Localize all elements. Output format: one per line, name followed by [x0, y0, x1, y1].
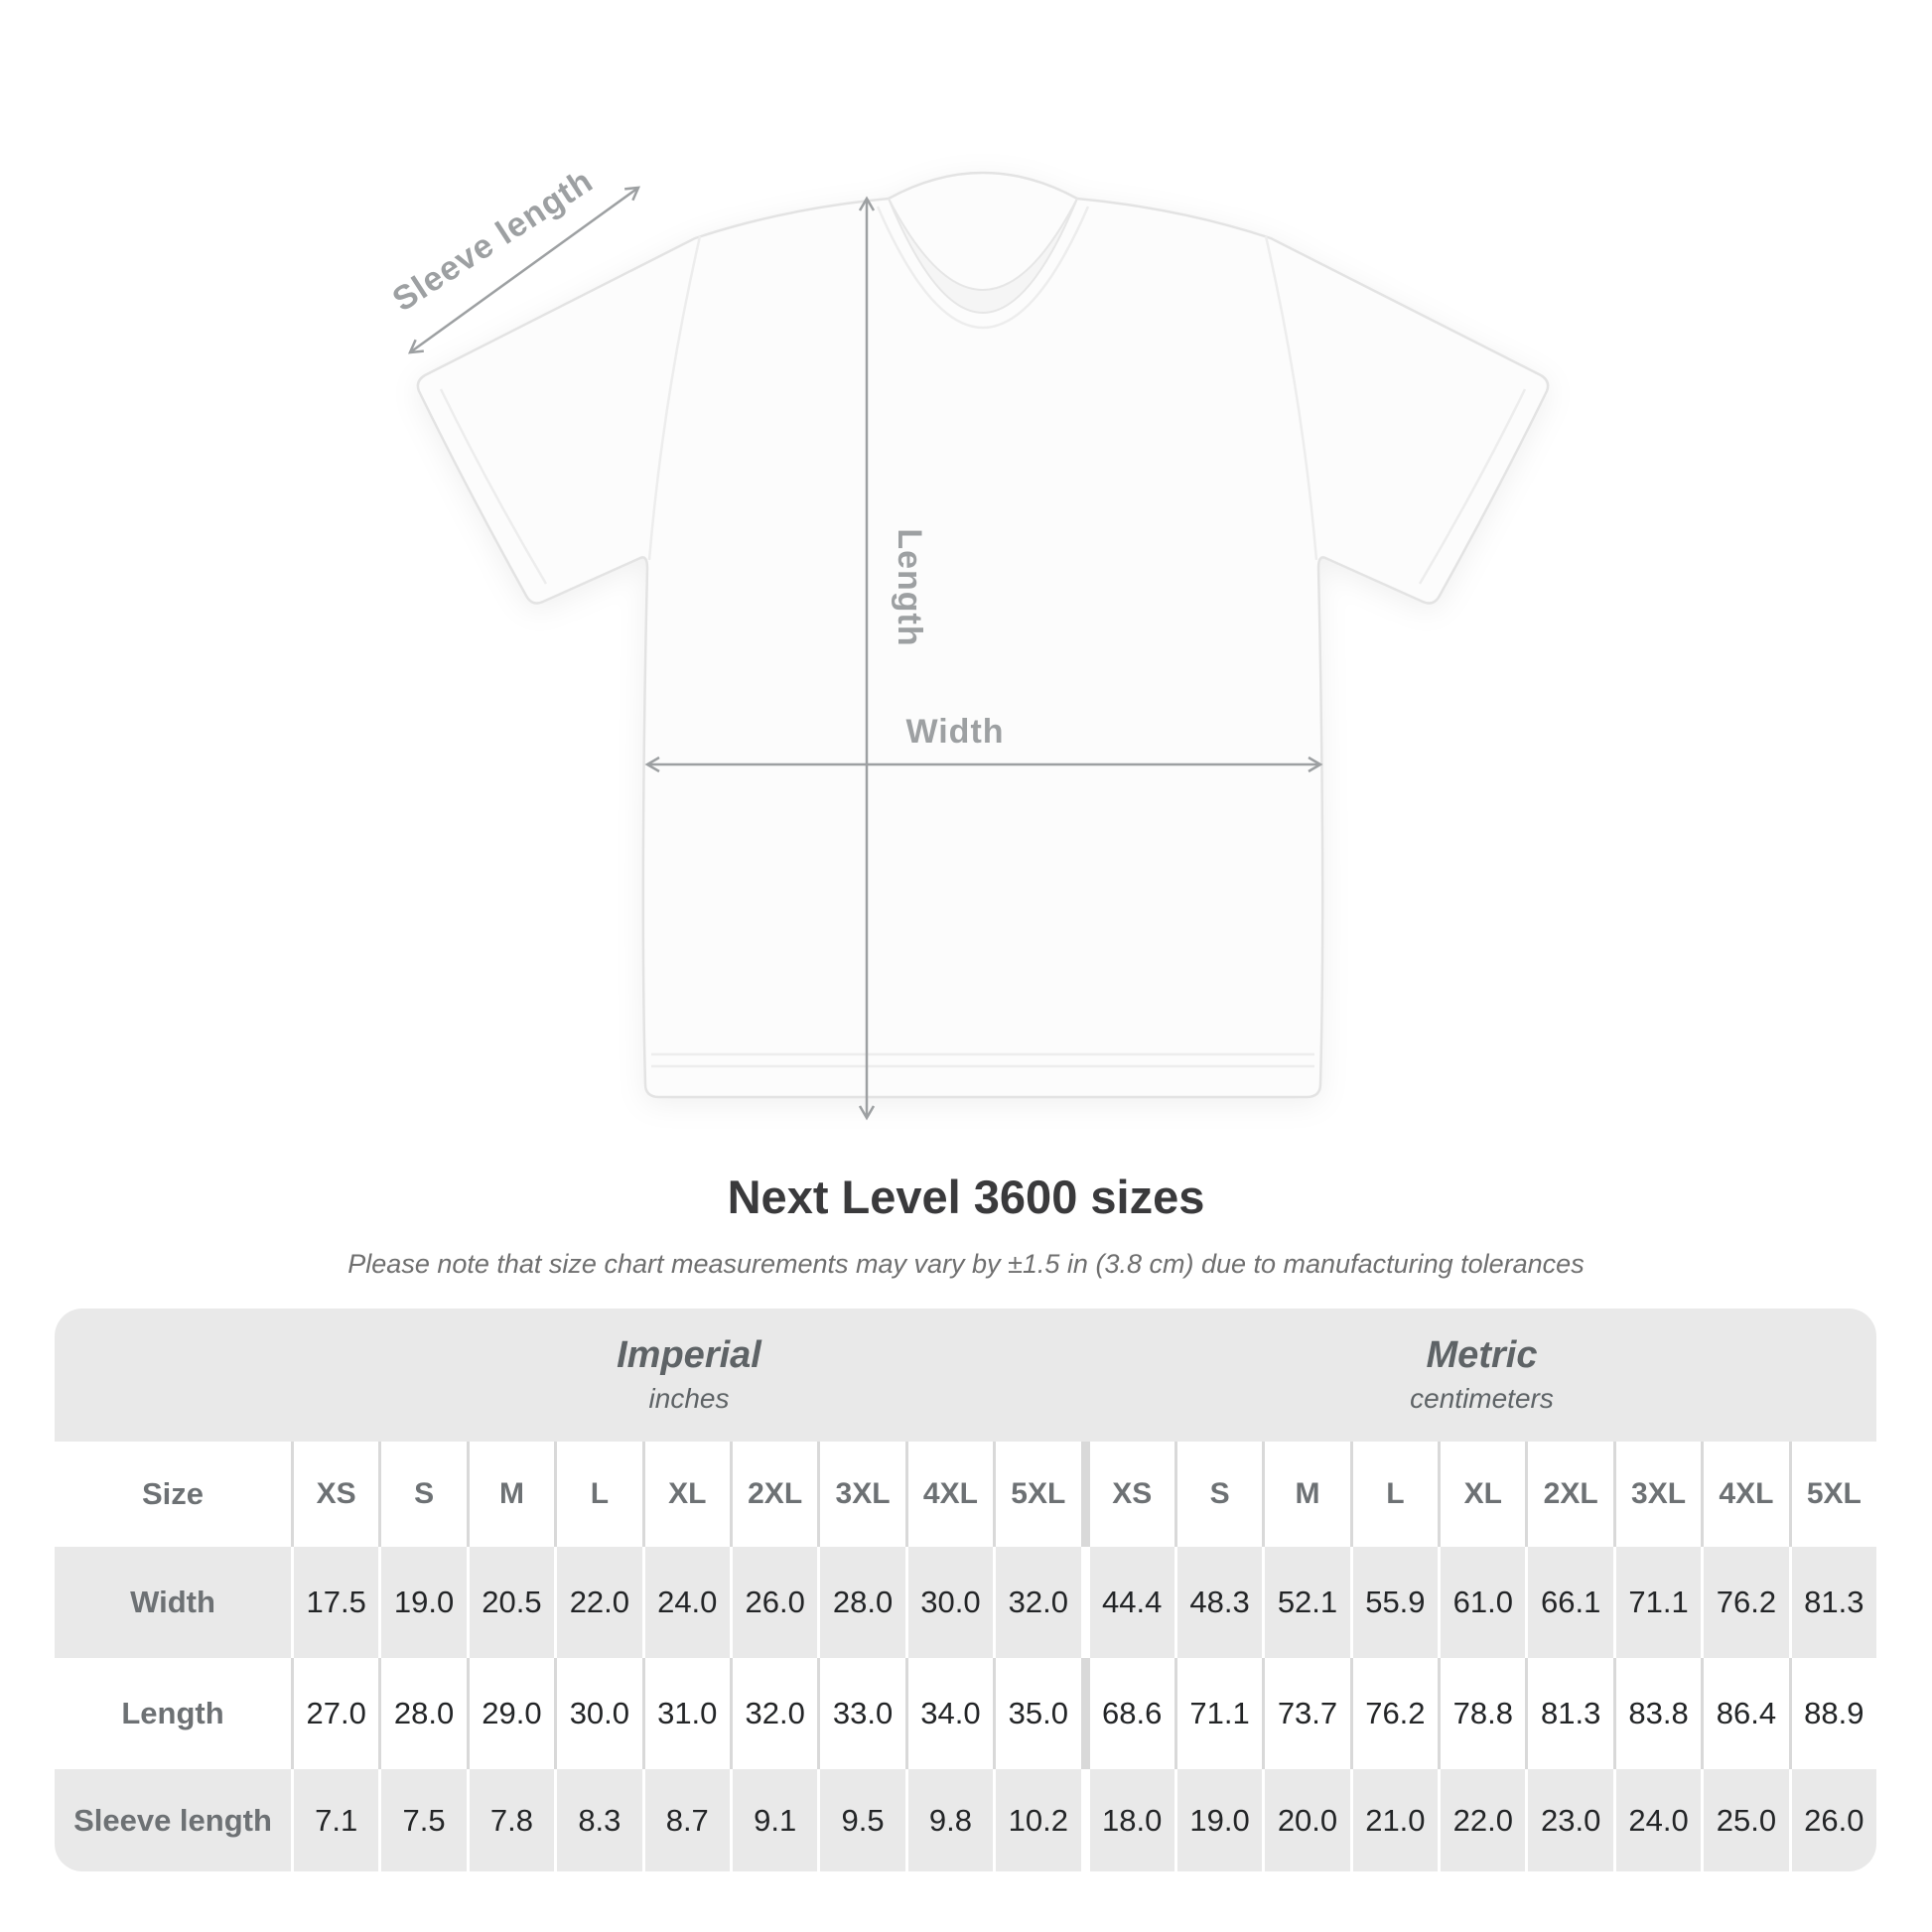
measurement-row-sleeve-length: [55, 1769, 1876, 1871]
metric-title: Metric: [1426, 1334, 1538, 1377]
metric-value-cell: 88.9: [1789, 1658, 1876, 1769]
metric-value-cell: 21.0: [1350, 1769, 1438, 1871]
metric-value-cell: 55.9: [1350, 1547, 1438, 1658]
size-header-metric-xl: XL: [1438, 1442, 1525, 1547]
size-header-imperial-xl: XL: [642, 1442, 730, 1547]
size-header-imperial-m: M: [467, 1442, 554, 1547]
imperial-value-cell: 32.0: [730, 1658, 817, 1769]
imperial-value-cell: 7.8: [467, 1769, 554, 1871]
tolerance-note: Please note that size chart measurements may vary by ±1.5 in (3.8 cm) due to manufacturing tolerances: [347, 1249, 1585, 1279]
metric-value-cell: 78.8: [1438, 1658, 1525, 1769]
imperial-value-cell: 31.0: [642, 1658, 730, 1769]
imperial-value-cell: 10.2: [993, 1769, 1080, 1871]
imperial-unit: inches: [648, 1383, 730, 1415]
size-header-metric-3xl: 3XL: [1613, 1442, 1701, 1547]
measurement-row-length: [55, 1658, 1876, 1769]
width-label: Width: [905, 713, 1005, 751]
metric-group-header: [1087, 1309, 1876, 1442]
length-label: Length: [891, 528, 928, 647]
imperial-value-cell: 35.0: [993, 1658, 1080, 1769]
size-header-imperial-s: S: [378, 1442, 466, 1547]
tshirt-diagram: [338, 79, 1648, 1191]
size-header-imperial-2xl: 2XL: [730, 1442, 817, 1547]
imperial-value-cell: 7.1: [291, 1769, 378, 1871]
metric-value-cell: 18.0: [1081, 1769, 1174, 1871]
metric-value-cell: 20.0: [1262, 1769, 1349, 1871]
table-header-row: [55, 1442, 1876, 1547]
imperial-value-cell: 27.0: [291, 1658, 378, 1769]
size-header-metric-5xl: 5XL: [1789, 1442, 1876, 1547]
imperial-value-cell: 29.0: [467, 1658, 554, 1769]
imperial-value-cell: 20.5: [467, 1547, 554, 1658]
size-header-metric-4xl: 4XL: [1701, 1442, 1788, 1547]
imperial-value-cell: 9.1: [730, 1769, 817, 1871]
imperial-value-cell: 7.5: [378, 1769, 466, 1871]
imperial-value-cell: 28.0: [378, 1658, 466, 1769]
metric-value-cell: 22.0: [1438, 1769, 1525, 1871]
metric-value-cell: 81.3: [1789, 1547, 1876, 1658]
imperial-value-cell: 28.0: [817, 1547, 904, 1658]
imperial-value-cell: 34.0: [905, 1658, 993, 1769]
metric-value-cell: 81.3: [1525, 1658, 1612, 1769]
metric-value-cell: 73.7: [1262, 1658, 1349, 1769]
metric-value-cell: 26.0: [1789, 1769, 1876, 1871]
metric-value-cell: 76.2: [1350, 1658, 1438, 1769]
size-header-metric-2xl: 2XL: [1525, 1442, 1612, 1547]
metric-value-cell: 25.0: [1701, 1769, 1788, 1871]
metric-value-cell: 76.2: [1701, 1547, 1788, 1658]
metric-value-cell: 71.1: [1613, 1547, 1701, 1658]
row-label: Width: [130, 1585, 215, 1619]
unit-group-band: [55, 1309, 1876, 1442]
imperial-value-cell: 26.0: [730, 1547, 817, 1658]
size-header-metric-m: M: [1262, 1442, 1349, 1547]
page-title: Next Level 3600 sizes: [727, 1171, 1205, 1223]
imperial-value-cell: 33.0: [817, 1658, 904, 1769]
metric-value-cell: 52.1: [1262, 1547, 1349, 1658]
row-label: Length: [121, 1696, 224, 1730]
imperial-value-cell: 8.7: [642, 1769, 730, 1871]
metric-value-cell: 86.4: [1701, 1658, 1788, 1769]
metric-value-cell: 71.1: [1174, 1658, 1262, 1769]
metric-value-cell: 83.8: [1613, 1658, 1701, 1769]
size-header-imperial-xs: XS: [291, 1442, 378, 1547]
size-header-imperial-l: L: [554, 1442, 641, 1547]
imperial-title: Imperial: [617, 1334, 761, 1377]
metric-value-cell: 66.1: [1525, 1547, 1612, 1658]
size-header-metric-xs: XS: [1081, 1442, 1174, 1547]
imperial-value-cell: 24.0: [642, 1547, 730, 1658]
row-label: Sleeve length: [73, 1802, 272, 1838]
size-chart-panel: [55, 1309, 1876, 1871]
size-header-metric-s: S: [1174, 1442, 1262, 1547]
imperial-group-header: [291, 1309, 1087, 1442]
size-header-metric-l: L: [1350, 1442, 1438, 1547]
metric-value-cell: 24.0: [1613, 1769, 1701, 1871]
metric-value-cell: 19.0: [1174, 1769, 1262, 1871]
imperial-value-cell: 32.0: [993, 1547, 1080, 1658]
size-header-imperial-5xl: 5XL: [993, 1442, 1080, 1547]
size-header-imperial-3xl: 3XL: [817, 1442, 904, 1547]
size-column-header: Size: [141, 1476, 205, 1511]
metric-value-cell: 48.3: [1174, 1547, 1262, 1658]
metric-unit: centimeters: [1410, 1383, 1554, 1415]
metric-value-cell: 44.4: [1081, 1547, 1174, 1658]
metric-value-cell: 68.6: [1081, 1658, 1174, 1769]
imperial-value-cell: 19.0: [378, 1547, 466, 1658]
imperial-value-cell: 9.8: [905, 1769, 993, 1871]
measurement-row-width: [55, 1547, 1876, 1658]
size-table: [55, 1442, 1876, 1871]
imperial-value-cell: 8.3: [554, 1769, 641, 1871]
imperial-value-cell: 17.5: [291, 1547, 378, 1658]
metric-value-cell: 23.0: [1525, 1769, 1612, 1871]
size-header-imperial-4xl: 4XL: [905, 1442, 993, 1547]
imperial-value-cell: 30.0: [905, 1547, 993, 1658]
sleeve-length-label: Sleeve length: [385, 161, 601, 320]
metric-value-cell: 61.0: [1438, 1547, 1525, 1658]
imperial-value-cell: 30.0: [554, 1658, 641, 1769]
imperial-value-cell: 22.0: [554, 1547, 641, 1658]
imperial-value-cell: 9.5: [817, 1769, 904, 1871]
